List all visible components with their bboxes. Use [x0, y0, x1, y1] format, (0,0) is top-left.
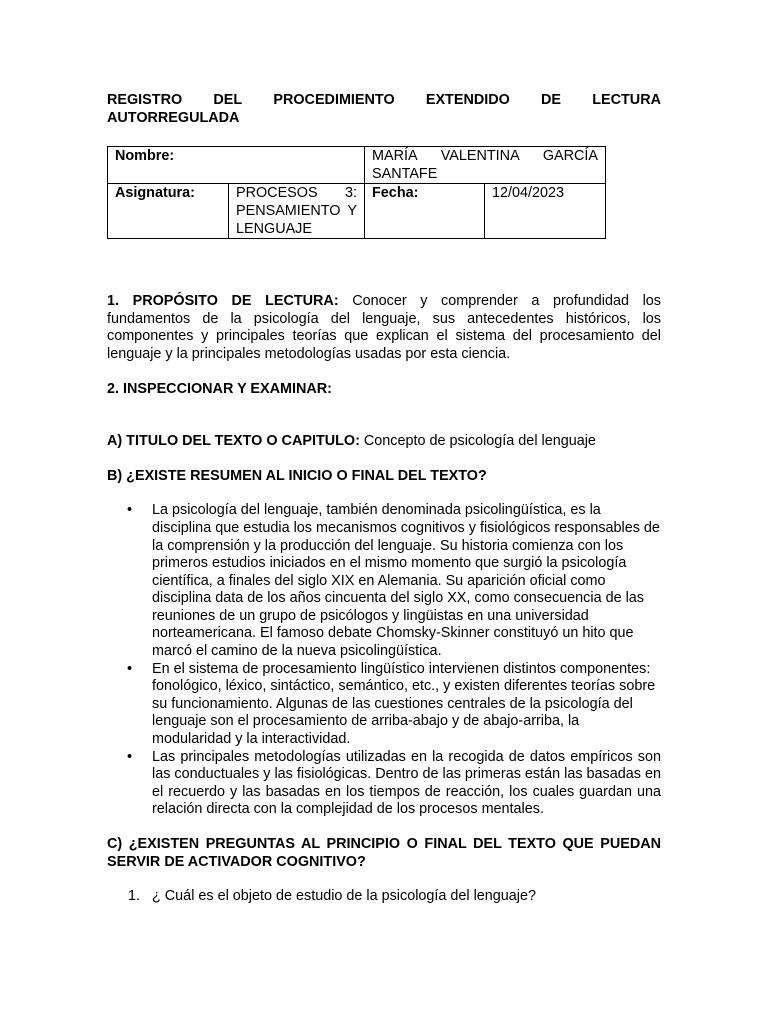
title-word: LECTURA [592, 92, 661, 108]
list-item-text: La psicología del lenguaje, también denominada psicolingüística, es la disciplina que estudia los mecanismos cognitivos y fisiológicos responsables de la comprensión y la producción del lenguaje. Su historia comienza con los primeros estudios iniciados en el mismo momento que surgió la psicología científica, a finales del siglo XIX en Alemania. Su aparición oficial como disciplina data de los años cincuenta del siglo XX, como consecuencia de las reuniones de un grupo de psicólogos y lingüistas en una universidad norteamericana. El famoso debate Chomsky-Skinner constituyó un hito que marcó el camino de la nueva psicolingüística. [152, 502, 660, 660]
student-info-table [107, 146, 606, 239]
bullet-icon: • [127, 502, 133, 519]
questions-list [107, 888, 661, 906]
document-page [107, 92, 661, 906]
bullet-icon: • [127, 660, 133, 677]
title-word: DE [541, 92, 562, 108]
nombre-value: MARÍA VALENTINA GARCÍA SANTAFE [365, 147, 606, 184]
title-word: EXTENDIDO [425, 92, 510, 108]
section-summary-heading: B) ¿EXISTE RESUMEN AL INICIO O FINAL DEL TEXTO? [107, 467, 487, 484]
section-text: Conocer y comprender a profundidad los fundamentos de la psicología del lenguaje, sus antecedentes históricos, los componentes y principales teorías que explican el sistema del procesamiento del lenguaje y la principales metodologías usadas por esta ciencia. [107, 293, 661, 362]
section-text: Concepto de psicología del lenguaje [359, 433, 596, 450]
nombre-label: Nombre: [108, 147, 365, 184]
fecha-value: 12/04/2023 [485, 184, 606, 239]
document-title-line1 [107, 92, 661, 110]
list-item [107, 888, 661, 906]
section-heading: A) TITULO DEL TEXTO O CAPITULO: [107, 433, 360, 450]
question-number: 1. [128, 888, 141, 905]
section-purpose [107, 293, 661, 363]
list-item [107, 661, 661, 749]
asignatura-value: PROCESOS 3: PENSAMIENTO Y LENGUAJE [229, 184, 365, 239]
fecha-label: Fecha: [365, 184, 485, 239]
section-title-of-text [107, 433, 661, 451]
summary-bullet-list [107, 502, 661, 819]
list-item [107, 749, 661, 819]
title-word: DEL [213, 92, 243, 108]
section-questions-heading: C) ¿EXISTEN PREGUNTAS AL PRINCIPIO O FINAL DEL TEXTO QUE PUEDAN SERVIR DE ACTIVADOR COGNITIVO? [107, 836, 661, 870]
title-word: REGISTRO [107, 92, 183, 108]
section-heading: 1. PROPÓSITO DE LECTURA: [107, 293, 339, 310]
asignatura-label: Asignatura: [108, 184, 229, 239]
table-row [108, 147, 606, 184]
bullet-icon: • [127, 748, 133, 765]
document-title [107, 92, 661, 127]
section-inspect-heading: 2. INSPECCIONAR Y EXAMINAR: [107, 380, 332, 397]
question-text: ¿ Cuál es el objeto de estudio de la psicología del lenguaje? [152, 888, 537, 905]
list-item-text: En el sistema de procesamiento lingüístico intervienen distintos componentes: fonológico, léxico, sintáctico, semántico, etc., y existen diferentes teorías sobre su funcionamiento. Algunas de las cuestiones centrales de la psicología del lenguaje son el procesamiento de arriba-abajo y de abajo-arriba, la modularidad y la interactividad. [152, 660, 656, 748]
document-title-line2: AUTORREGULADA [107, 109, 240, 126]
title-word: PROCEDIMIENTO [273, 92, 395, 108]
list-item [107, 502, 661, 660]
table-row [108, 184, 606, 239]
list-item-text: Las principales metodologías utilizadas en la recogida de datos empíricos son las conductuales y las fisiológicas. Dentro de las primeras están las basadas en el recuerdo y las basadas en los tiempos de reacción, los cuales guardan una relación directa con la complejidad de los procesos mentales. [152, 748, 661, 818]
